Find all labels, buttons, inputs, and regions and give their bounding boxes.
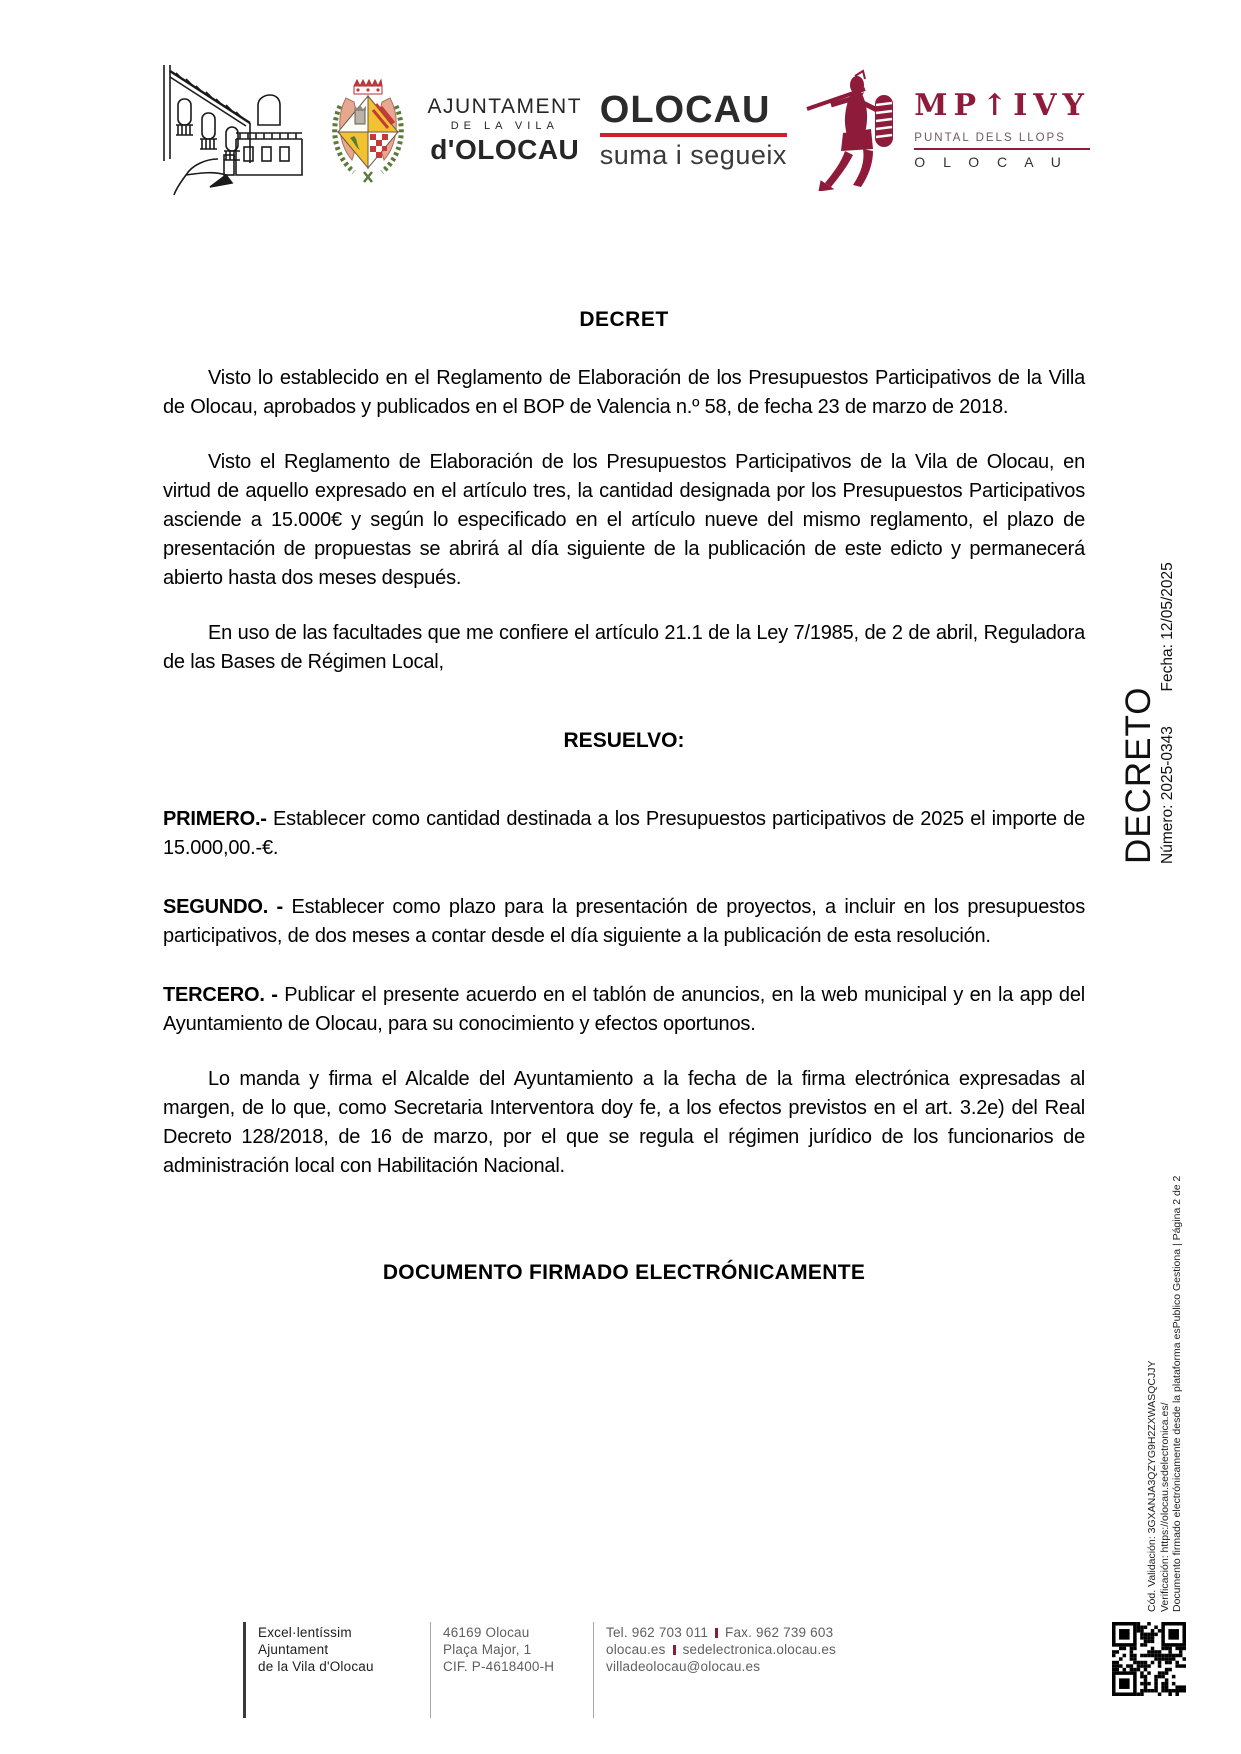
gestiona-page-line: Documento firmado electrónicamente desde la plataforma esPublico Gestiona | Página 2 de 2 bbox=[1171, 1175, 1183, 1612]
iberian-warrior-illustration bbox=[805, 69, 897, 191]
header-logos bbox=[140, 60, 1090, 200]
decreto-numero-value: 2025-0343 bbox=[1159, 726, 1176, 801]
verification-url-line: Verificación: https://olocau.sedelectronica.es/ bbox=[1158, 1402, 1171, 1612]
resolution-segundo bbox=[163, 893, 1085, 951]
ajuntament-line3: d'OLOCAU bbox=[430, 134, 580, 165]
puntal-name: PUNTAL DELS LLOPS bbox=[914, 133, 1090, 151]
red-separator-icon bbox=[715, 1628, 718, 1638]
resolution-tercero bbox=[163, 981, 1085, 1039]
footer-tel: Tel. 962 703 011 bbox=[606, 1625, 709, 1640]
resolution-primero bbox=[163, 805, 1085, 863]
puntal-dels-llops-logo bbox=[914, 87, 1090, 171]
page-footer bbox=[243, 1622, 850, 1718]
olocau-brand-subtitle: suma i segueix bbox=[599, 140, 787, 170]
footer-address bbox=[431, 1622, 593, 1718]
footer-address-line1: 46169 Olocau bbox=[443, 1625, 530, 1640]
paragraph-facultades: En uso de las facultades que me confiere el artículo 21.1 de la Ley 7/1985, de 2 de abril, Reguladora de las Bases de Régimen Local, bbox=[163, 622, 1085, 673]
footer-web: olocau.es bbox=[606, 1642, 666, 1657]
footer-tel-fax-line bbox=[606, 1624, 836, 1641]
footer-address-line2: Plaça Major, 1 bbox=[443, 1642, 532, 1657]
margin-decreto-meta bbox=[1160, 562, 1176, 864]
puntal-town: O L O C A U bbox=[914, 154, 1068, 171]
margin-decreto-block bbox=[1121, 562, 1176, 864]
footer-contact bbox=[594, 1622, 850, 1718]
olocau-brand-logo bbox=[600, 91, 787, 169]
resuelvo-heading: RESUELVO: bbox=[563, 729, 685, 752]
footer-email: villadeolocau@olocau.es bbox=[606, 1659, 761, 1674]
ajuntament-line1: AJUNTAMENT bbox=[427, 95, 583, 118]
footer-fax: Fax. 962 739 603 bbox=[725, 1625, 834, 1640]
footer-address-line3: CIF. P-4618400-H bbox=[443, 1659, 555, 1674]
coat-of-arms bbox=[326, 72, 410, 188]
document-body bbox=[163, 300, 1085, 1285]
decreto-fecha-label: Fecha: bbox=[1159, 644, 1176, 692]
iberian-script-text: MP↑IVY bbox=[914, 87, 1090, 123]
margin-validation-block bbox=[1146, 1176, 1184, 1612]
resolution-tercero-label: TERCERO. - bbox=[163, 984, 278, 1006]
resolution-primero-text: Establecer como cantidad destinada a los Presupuestos participativos de 2025 el importe de 15.000,00.-€. bbox=[163, 808, 1085, 859]
decreto-numero-label: Número: bbox=[1159, 804, 1176, 864]
village-sketch-illustration bbox=[140, 63, 308, 197]
ajuntament-wordmark bbox=[427, 96, 582, 164]
ajuntament-line2: DE LA VILA bbox=[450, 120, 559, 132]
paragraph-visto-1: Visto lo establecido en el Reglamento de Elaboración de los Presupuestos Participativos de la Villa de Olocau, aprobados y publicados en el BOP de Valencia n.º 58, de fecha 23 de marzo de 2018. bbox=[163, 367, 1085, 418]
margin-decreto-title: DECRETO bbox=[1119, 686, 1158, 864]
resolution-tercero-text: Publicar el presente acuerdo en el tablón de anuncios, en la web municipal y en la app del Ayuntamiento de Olocau, para su conocimiento y efectos oportunos. bbox=[163, 984, 1085, 1035]
footer-web-line bbox=[606, 1641, 836, 1658]
olocau-brand-underline bbox=[600, 133, 787, 137]
footer-organization bbox=[246, 1622, 430, 1718]
resolution-segundo-label: SEGUNDO. - bbox=[163, 896, 283, 918]
resolution-segundo-text: Establecer como plazo para la presentación de proyectos, a incluir en los presupuestos participativos, de dos meses a contar desde el día siguiente a la publicación de esta resolución. bbox=[163, 896, 1085, 947]
document-title: DECRET bbox=[579, 308, 669, 331]
footer-sede: sedelectronica.olocau.es bbox=[682, 1642, 836, 1657]
footer-org-line1: Excel·lentíssim bbox=[258, 1625, 352, 1640]
validation-code-line: Cód. Validación: 3GXANJA3QZYG9H2ZXWASQCJJY bbox=[1146, 1360, 1158, 1612]
paragraph-visto-2: Visto el Reglamento de Elaboración de los Presupuestos Participativos de la Vila de Olocau, en virtud de aquello expresado en el artículo tres, la cantidad designada por los Presupuestos Participativos asciende a 15.000€ y según lo especificado en el artículo nueve del mismo reglamento, el plazo de presentación de propuestas se abrirá al día siguiente de la publicación de este edicto y permanecerá abierto hasta dos meses después. bbox=[163, 451, 1085, 589]
qr-code bbox=[1112, 1622, 1186, 1696]
olocau-brand-title: OLOCAU bbox=[599, 89, 771, 131]
decreto-fecha-value: 12/05/2025 bbox=[1159, 562, 1176, 640]
red-separator-icon bbox=[673, 1645, 676, 1655]
resolution-primero-label: PRIMERO.- bbox=[163, 808, 267, 830]
footer-org-line3: de la Vila d'Olocau bbox=[258, 1659, 374, 1674]
footer-org-line2: Ajuntament bbox=[258, 1642, 329, 1657]
signed-electronically-line: DOCUMENTO FIRMADO ELECTRÓNICAMENTE bbox=[382, 1261, 866, 1284]
paragraph-closing: Lo manda y firma el Alcalde del Ayuntamiento a la fecha de la firma electrónica expresadas al margen, de lo que, como Secretaria Interventora doy fe, a los efectos previstos en el art. 3.2e) del Real Decreto 128/2018, de 16 de marzo, por el que se regula el régimen jurídico de los funcionarios de administración local con Habilitación Nacional. bbox=[163, 1068, 1085, 1177]
